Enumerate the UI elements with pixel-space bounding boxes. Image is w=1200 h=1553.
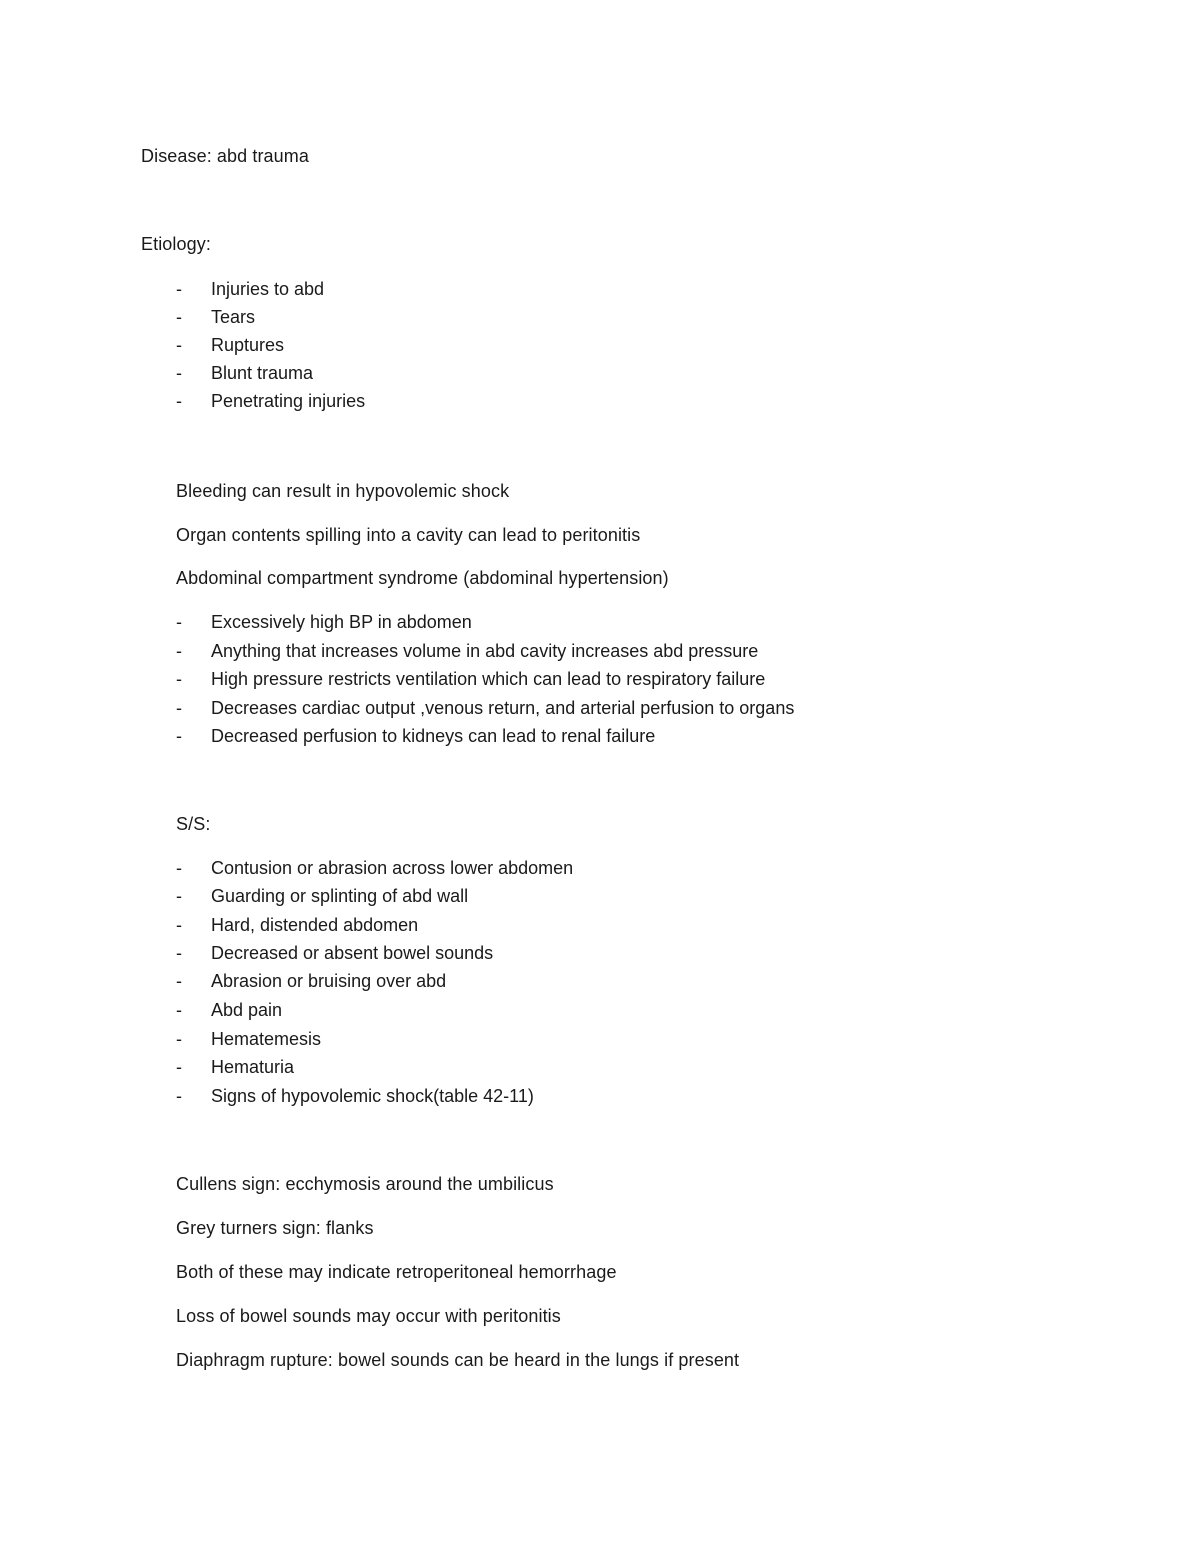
list-item-text: Hematuria (211, 1057, 295, 1077)
bullet-dash: - (176, 858, 182, 878)
document-title: Disease: abd trauma (141, 146, 309, 166)
paragraph: Abdominal compartment syndrome (abdominal hypertension) (176, 568, 669, 588)
note-line: Loss of bowel sounds may occur with peritonitis (176, 1306, 561, 1326)
paragraph: Bleeding can result in hypovolemic shock (176, 481, 510, 501)
bullet-dash: - (176, 1057, 182, 1077)
note-line: Both of these may indicate retroperitoneal hemorrhage (176, 1262, 617, 1282)
bullet-dash: - (176, 391, 182, 411)
note-line: Grey turners sign: flanks (176, 1218, 374, 1238)
bullet-dash: - (176, 335, 182, 355)
bullet-dash: - (176, 279, 182, 299)
ss-heading: S/S: (176, 814, 211, 834)
list-item-text: Decreased perfusion to kidneys can lead to renal failure (211, 726, 656, 746)
list-item-text: Hematemesis (211, 1029, 322, 1049)
note-line: Cullens sign: ecchymosis around the umbilicus (176, 1174, 554, 1194)
bullet-dash: - (176, 612, 182, 632)
bullet-dash: - (176, 886, 182, 906)
list-item-text: Decreases cardiac output ,venous return, and arterial perfusion to organs (211, 698, 795, 718)
bullet-dash: - (176, 307, 182, 327)
list-item-text: Penetrating injuries (211, 391, 366, 411)
bullet-dash: - (176, 726, 182, 746)
bullet-dash: - (176, 363, 182, 383)
list-item-text: Excessively high BP in abdomen (211, 612, 472, 632)
list-item-text: Injuries to abd (211, 279, 325, 299)
paragraph: Organ contents spilling into a cavity can lead to peritonitis (176, 525, 641, 545)
note-line: Diaphragm rupture: bowel sounds can be heard in the lungs if present (176, 1350, 740, 1370)
bullet-dash: - (176, 1086, 182, 1106)
list-item-text: Guarding or splinting of abd wall (211, 886, 469, 906)
bullet-dash: - (176, 915, 182, 935)
bullet-dash: - (176, 1000, 182, 1020)
list-item-text: Tears (211, 307, 256, 327)
bullet-dash: - (176, 943, 182, 963)
list-item-text: Hard, distended abdomen (211, 915, 419, 935)
list-item-text: High pressure restricts ventilation which can lead to respiratory failure (211, 669, 766, 689)
list-item-text: Blunt trauma (211, 363, 314, 383)
list-item-text: Abrasion or bruising over abd (211, 971, 447, 991)
etiology-heading: Etiology: (141, 234, 211, 254)
bullet-dash: - (176, 971, 182, 991)
list-item-text: Decreased or absent bowel sounds (211, 943, 494, 963)
bullet-dash: - (176, 1029, 182, 1049)
list-item-text: Anything that increases volume in abd cavity increases abd pressure (211, 641, 759, 661)
bullet-dash: - (176, 669, 182, 689)
list-item-text: Abd pain (211, 1000, 283, 1020)
list-item-text: Signs of hypovolemic shock(table 42-11) (211, 1086, 534, 1106)
bullet-dash: - (176, 698, 182, 718)
bullet-dash: - (176, 641, 182, 661)
list-item-text: Contusion or abrasion across lower abdomen (211, 858, 574, 878)
list-item-text: Ruptures (211, 335, 285, 355)
